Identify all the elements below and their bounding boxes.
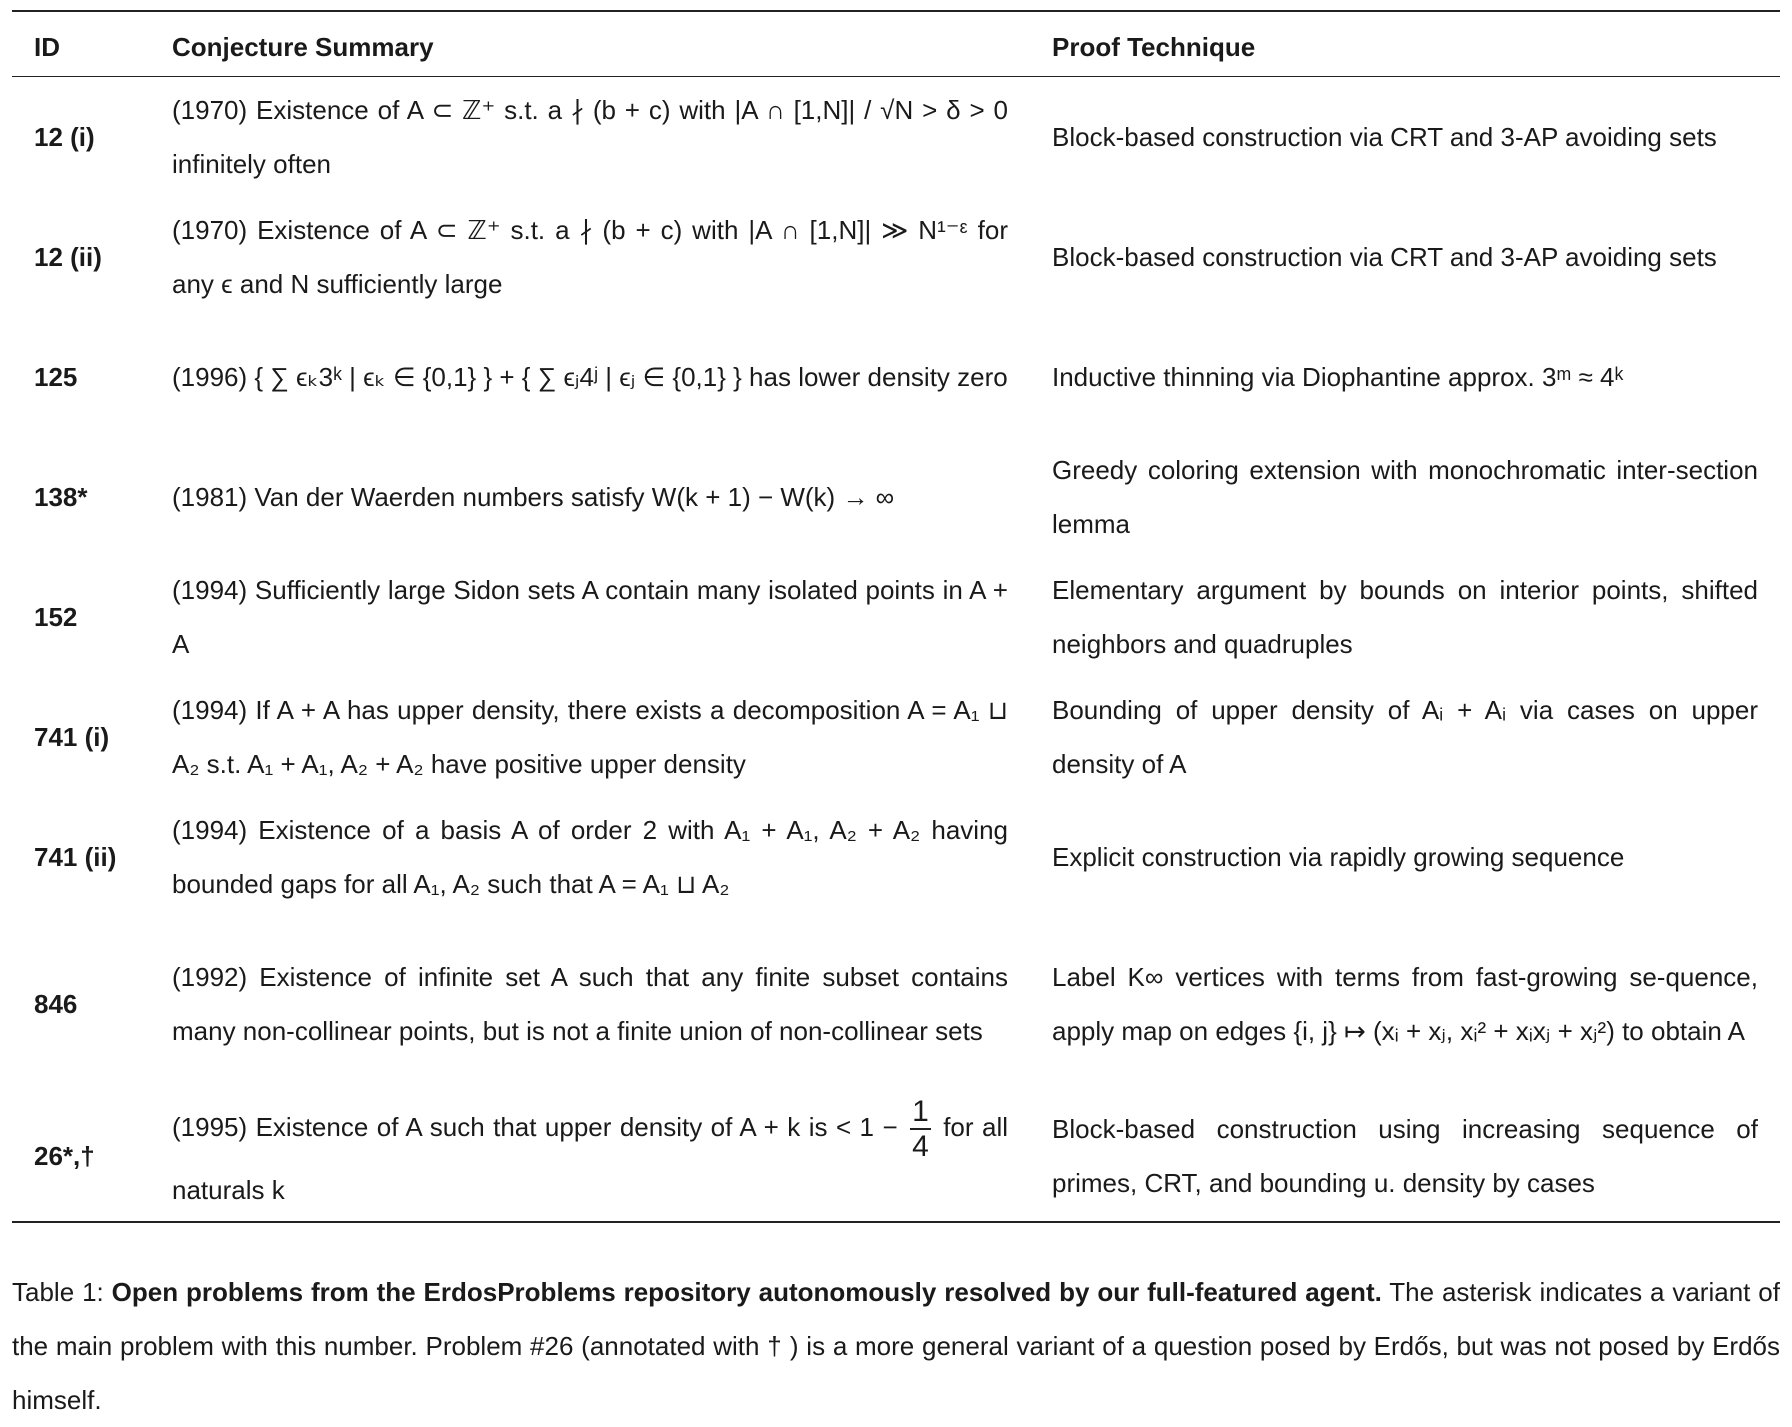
row-id: 26*,†	[34, 1141, 95, 1171]
row-id: 152	[34, 602, 78, 632]
row-summary: (1970) Existence of A ⊂ ℤ⁺ s.t. a ∤ (b + c) with |A ∩ [1,N]| / √N > δ > 0 infinitely often	[172, 95, 1008, 179]
header-proof: Proof Technique	[1052, 31, 1256, 62]
results-table-body	[12, 77, 1780, 1221]
table-row	[12, 917, 1780, 1091]
table-caption	[12, 1265, 1780, 1427]
table-row	[12, 197, 1780, 317]
row-proof: Greedy coloring extension with monochromatic inter-section lemma	[1052, 455, 1758, 539]
bottom-rule	[12, 1221, 1780, 1223]
row-proof: Block-based construction using increasing sequence of primes, CRT, and bounding u. density by cases	[1052, 1114, 1758, 1198]
row-id: 12 (ii)	[34, 242, 102, 272]
table-row	[12, 677, 1780, 797]
row-id: 138*	[34, 482, 88, 512]
header-row	[12, 12, 1780, 76]
row-proof: Block-based construction via CRT and 3-AP avoiding sets	[1052, 122, 1717, 152]
fraction	[910, 1095, 931, 1163]
fraction-denominator: 4	[912, 1130, 929, 1163]
table-row	[12, 557, 1780, 677]
row-proof: Elementary argument by bounds on interior points, shifted neighbors and quadruples	[1052, 575, 1758, 659]
row-summary	[150, 1091, 1030, 1221]
row-proof: Block-based construction via CRT and 3-AP avoiding sets	[1052, 242, 1717, 272]
row-id: 741 (ii)	[34, 842, 117, 872]
row-summary: (1994) If A + A has upper density, there exists a decomposition A = A₁ ⊔ A₂ s.t. A₁ + A₁, A₂ + A₂ have positive upper density	[172, 695, 1008, 779]
row-id: 12 (i)	[34, 122, 95, 152]
row-summary: (1970) Existence of A ⊂ ℤ⁺ s.t. a ∤ (b + c) with |A ∩ [1,N]| ≫ N¹⁻ᵋ for any ϵ and N sufficiently large	[172, 215, 1008, 299]
row-id: 846	[34, 989, 78, 1019]
header-id: ID	[34, 31, 60, 62]
table-row	[12, 437, 1780, 557]
row-summary: (1992) Existence of infinite set A such that any finite subset contains many non-collinear points, but is not a finite union of non-collinear sets	[172, 962, 1008, 1046]
caption-bold: Open problems from the ErdosProblems repository autonomously resolved by our full-featured agent.	[111, 1277, 1382, 1307]
results-table	[12, 12, 1780, 76]
row-proof: Bounding of upper density of Aᵢ + Aᵢ via cases on upper density of A	[1052, 695, 1758, 779]
row-proof: Inductive thinning via Diophantine approx. 3ᵐ ≈ 4ᵏ	[1052, 362, 1624, 392]
row-proof: Label K∞ vertices with terms from fast-growing se-quence, apply map on edges {i, j} ↦ (xᵢ + xⱼ, xᵢ² + xᵢxⱼ + xⱼ²) to obtain A	[1052, 962, 1758, 1046]
table-row	[12, 77, 1780, 197]
table-row	[12, 797, 1780, 917]
summary-text-end: for all naturals k	[172, 1111, 1008, 1205]
row-proof: Explicit construction via rapidly growing sequence	[1052, 842, 1625, 872]
caption-body: The asterisk indicates a variant of the main problem with this number. Problem #26 (annotated with † ) is a more general variant of a question posed by Erdős, but was not posed by Erdős himself.	[12, 1277, 1780, 1415]
table-row	[12, 1091, 1780, 1221]
row-id: 125	[34, 362, 78, 392]
row-summary: (1994) Sufficiently large Sidon sets A contain many isolated points in A + A	[172, 575, 1008, 659]
summary-text-start: (1995) Existence of A such that upper density of A + k is < 1 −	[172, 1111, 898, 1142]
table-row	[12, 317, 1780, 437]
header-summary: Conjecture Summary	[172, 31, 434, 62]
fraction-numerator: 1	[912, 1095, 929, 1128]
row-id: 741 (i)	[34, 722, 110, 752]
row-summary: (1996) { ∑ ϵₖ3ᵏ | ϵₖ ∈ {0,1} } + { ∑ ϵⱼ4ʲ | ϵⱼ ∈ {0,1} } has lower density zero	[172, 362, 1008, 392]
row-summary: (1994) Existence of a basis A of order 2 with A₁ + A₁, A₂ + A₂ having bounded gaps for all A₁, A₂ such that A = A₁ ⊔ A₂	[172, 815, 1008, 899]
caption-label: Table 1:	[12, 1277, 112, 1307]
row-summary: (1981) Van der Waerden numbers satisfy W(k + 1) − W(k) → ∞	[172, 482, 895, 512]
table-container	[12, 10, 1780, 1223]
